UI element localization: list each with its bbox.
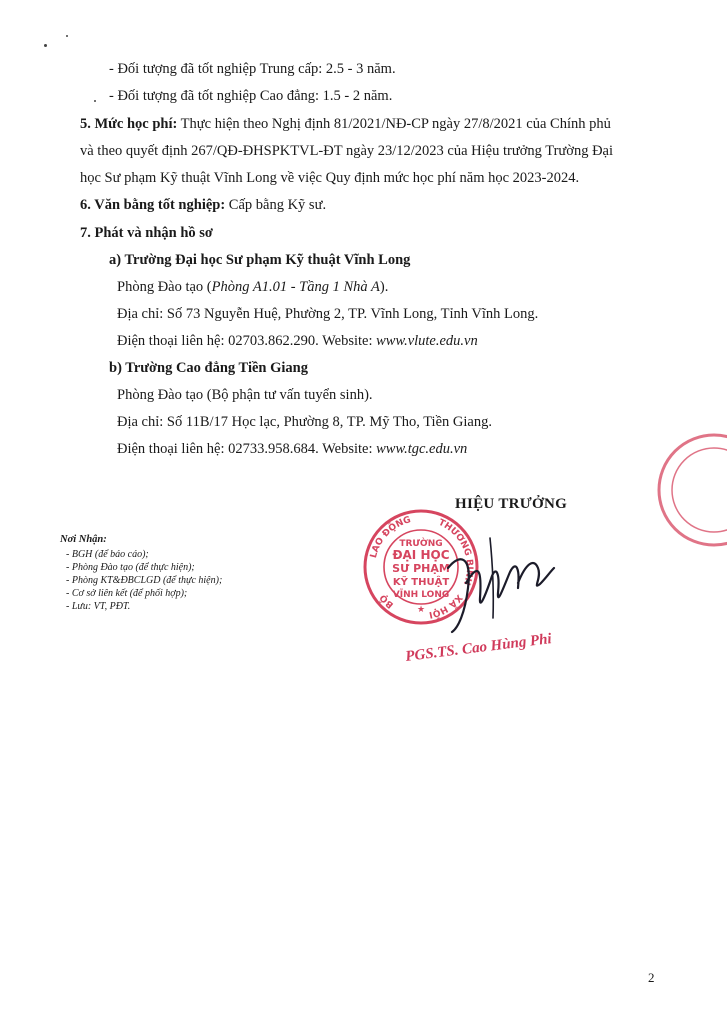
school-a-office-room: Phòng A1.01 - Tầng 1 Nhà A (211, 279, 380, 295)
line-trung-cap: - Đối tượng đã tốt nghiệp Trung cấp: 2.5 - 3 năm. (109, 61, 396, 77)
school-b-phone (117, 440, 467, 458)
stamp-center-line: SƯ PHẠM (392, 562, 450, 575)
section-5 (80, 115, 611, 133)
school-a-phone (117, 332, 478, 350)
scan-speck (66, 35, 68, 37)
section-6 (80, 196, 326, 214)
stamp-center-line: VĨNH LONG (392, 590, 450, 600)
stamp-center-line: ĐẠI HỌC (392, 548, 450, 562)
stamp-center-line: TRƯỜNG (399, 539, 443, 549)
handwritten-signature (430, 528, 570, 638)
school-a-office-pre: Phòng Đào tạo ( (117, 279, 212, 295)
stamp-ring-top: THƯƠNG BINH (436, 517, 475, 587)
school-a-office-post: ). (379, 279, 389, 295)
line-cao-dang: - Đối tượng đã tốt nghiệp Cao đẳng: 1.5 - 2 năm. (109, 88, 393, 104)
section-5-text: Thực hiện theo Nghị định 81/2021/NĐ-CP ngày 27/8/2021 của Chính phủ (177, 116, 611, 132)
school-a-address: Địa chỉ: Số 73 Nguyễn Huệ, Phường 2, TP. Vĩnh Long, Tỉnh Vĩnh Long. (117, 306, 539, 322)
school-a-office (117, 278, 388, 296)
scan-speck (44, 44, 47, 47)
recipient-item: - Phòng KT&ĐBCLGD (để thực hiện); (66, 575, 223, 586)
stamp-ring-bottom: BỘ (378, 592, 396, 610)
recipient-item: - Cơ sở liên kết (để phối hợp); (66, 588, 188, 599)
recipient-item: - Phòng Đào tạo (để thực hiện); (66, 562, 195, 573)
scan-speck (94, 100, 96, 102)
section-6-label: 6. Văn bằng tốt nghiệp: (80, 197, 226, 213)
school-b-office: Phòng Đào tạo (Bộ phận tư vấn tuyển sinh). (117, 387, 373, 403)
section-5-label: 5. Mức học phí: (80, 116, 178, 132)
partial-stamp (642, 430, 727, 550)
school-b-phone-text: Điện thoại liên hệ: 02733.958.684. Website: (117, 441, 377, 457)
recipients-title: Nơi Nhận: (60, 534, 107, 545)
signer-title: HIỆU TRƯỞNG (455, 496, 568, 512)
recipient-item: - Lưu: VT, PĐT. (66, 601, 131, 612)
stamp-center-line: KỸ THUẬT (392, 577, 450, 588)
school-a-title: a) Trường Đại học Sư phạm Kỹ thuật Vĩnh Long (109, 252, 411, 268)
section-5-line-2: và theo quyết định 267/QĐ-ĐHSPKTVL-ĐT ngày 23/12/2023 của Hiệu trưởng Trường Đại (80, 143, 614, 159)
school-b-address: Địa chỉ: Số 11B/17 Học lạc, Phường 8, TP. Mỹ Tho, Tiền Giang. (117, 414, 492, 430)
signer-name: PGS.TS. Cao Hùng Phi (404, 631, 553, 665)
school-b-website: www.tgc.edu.vn (376, 441, 468, 457)
school-a-website: www.vlute.edu.vn (376, 333, 478, 349)
section-5-line-3: học Sư phạm Kỹ thuật Vĩnh Long về việc Quy định mức học phí năm học 2023-2024. (80, 170, 580, 186)
school-a-phone-text: Điện thoại liên hệ: 02703.862.290. Website: (117, 333, 377, 349)
section-6-text: Cấp bằng Kỹ sư. (225, 197, 327, 213)
section-7-title: 7. Phát và nhận hồ sơ (80, 225, 213, 241)
school-b-title: b) Trường Cao đẳng Tiền Giang (109, 360, 308, 376)
stamp-ring-left: LAO ĐỘNG (368, 515, 413, 560)
recipient-item: - BGH (để báo cáo); (66, 549, 149, 560)
stamp-star-icon: ★ (416, 604, 426, 614)
page-number: 2 (648, 970, 655, 985)
stamp-ring-right: XÃ HỘI (428, 592, 464, 620)
